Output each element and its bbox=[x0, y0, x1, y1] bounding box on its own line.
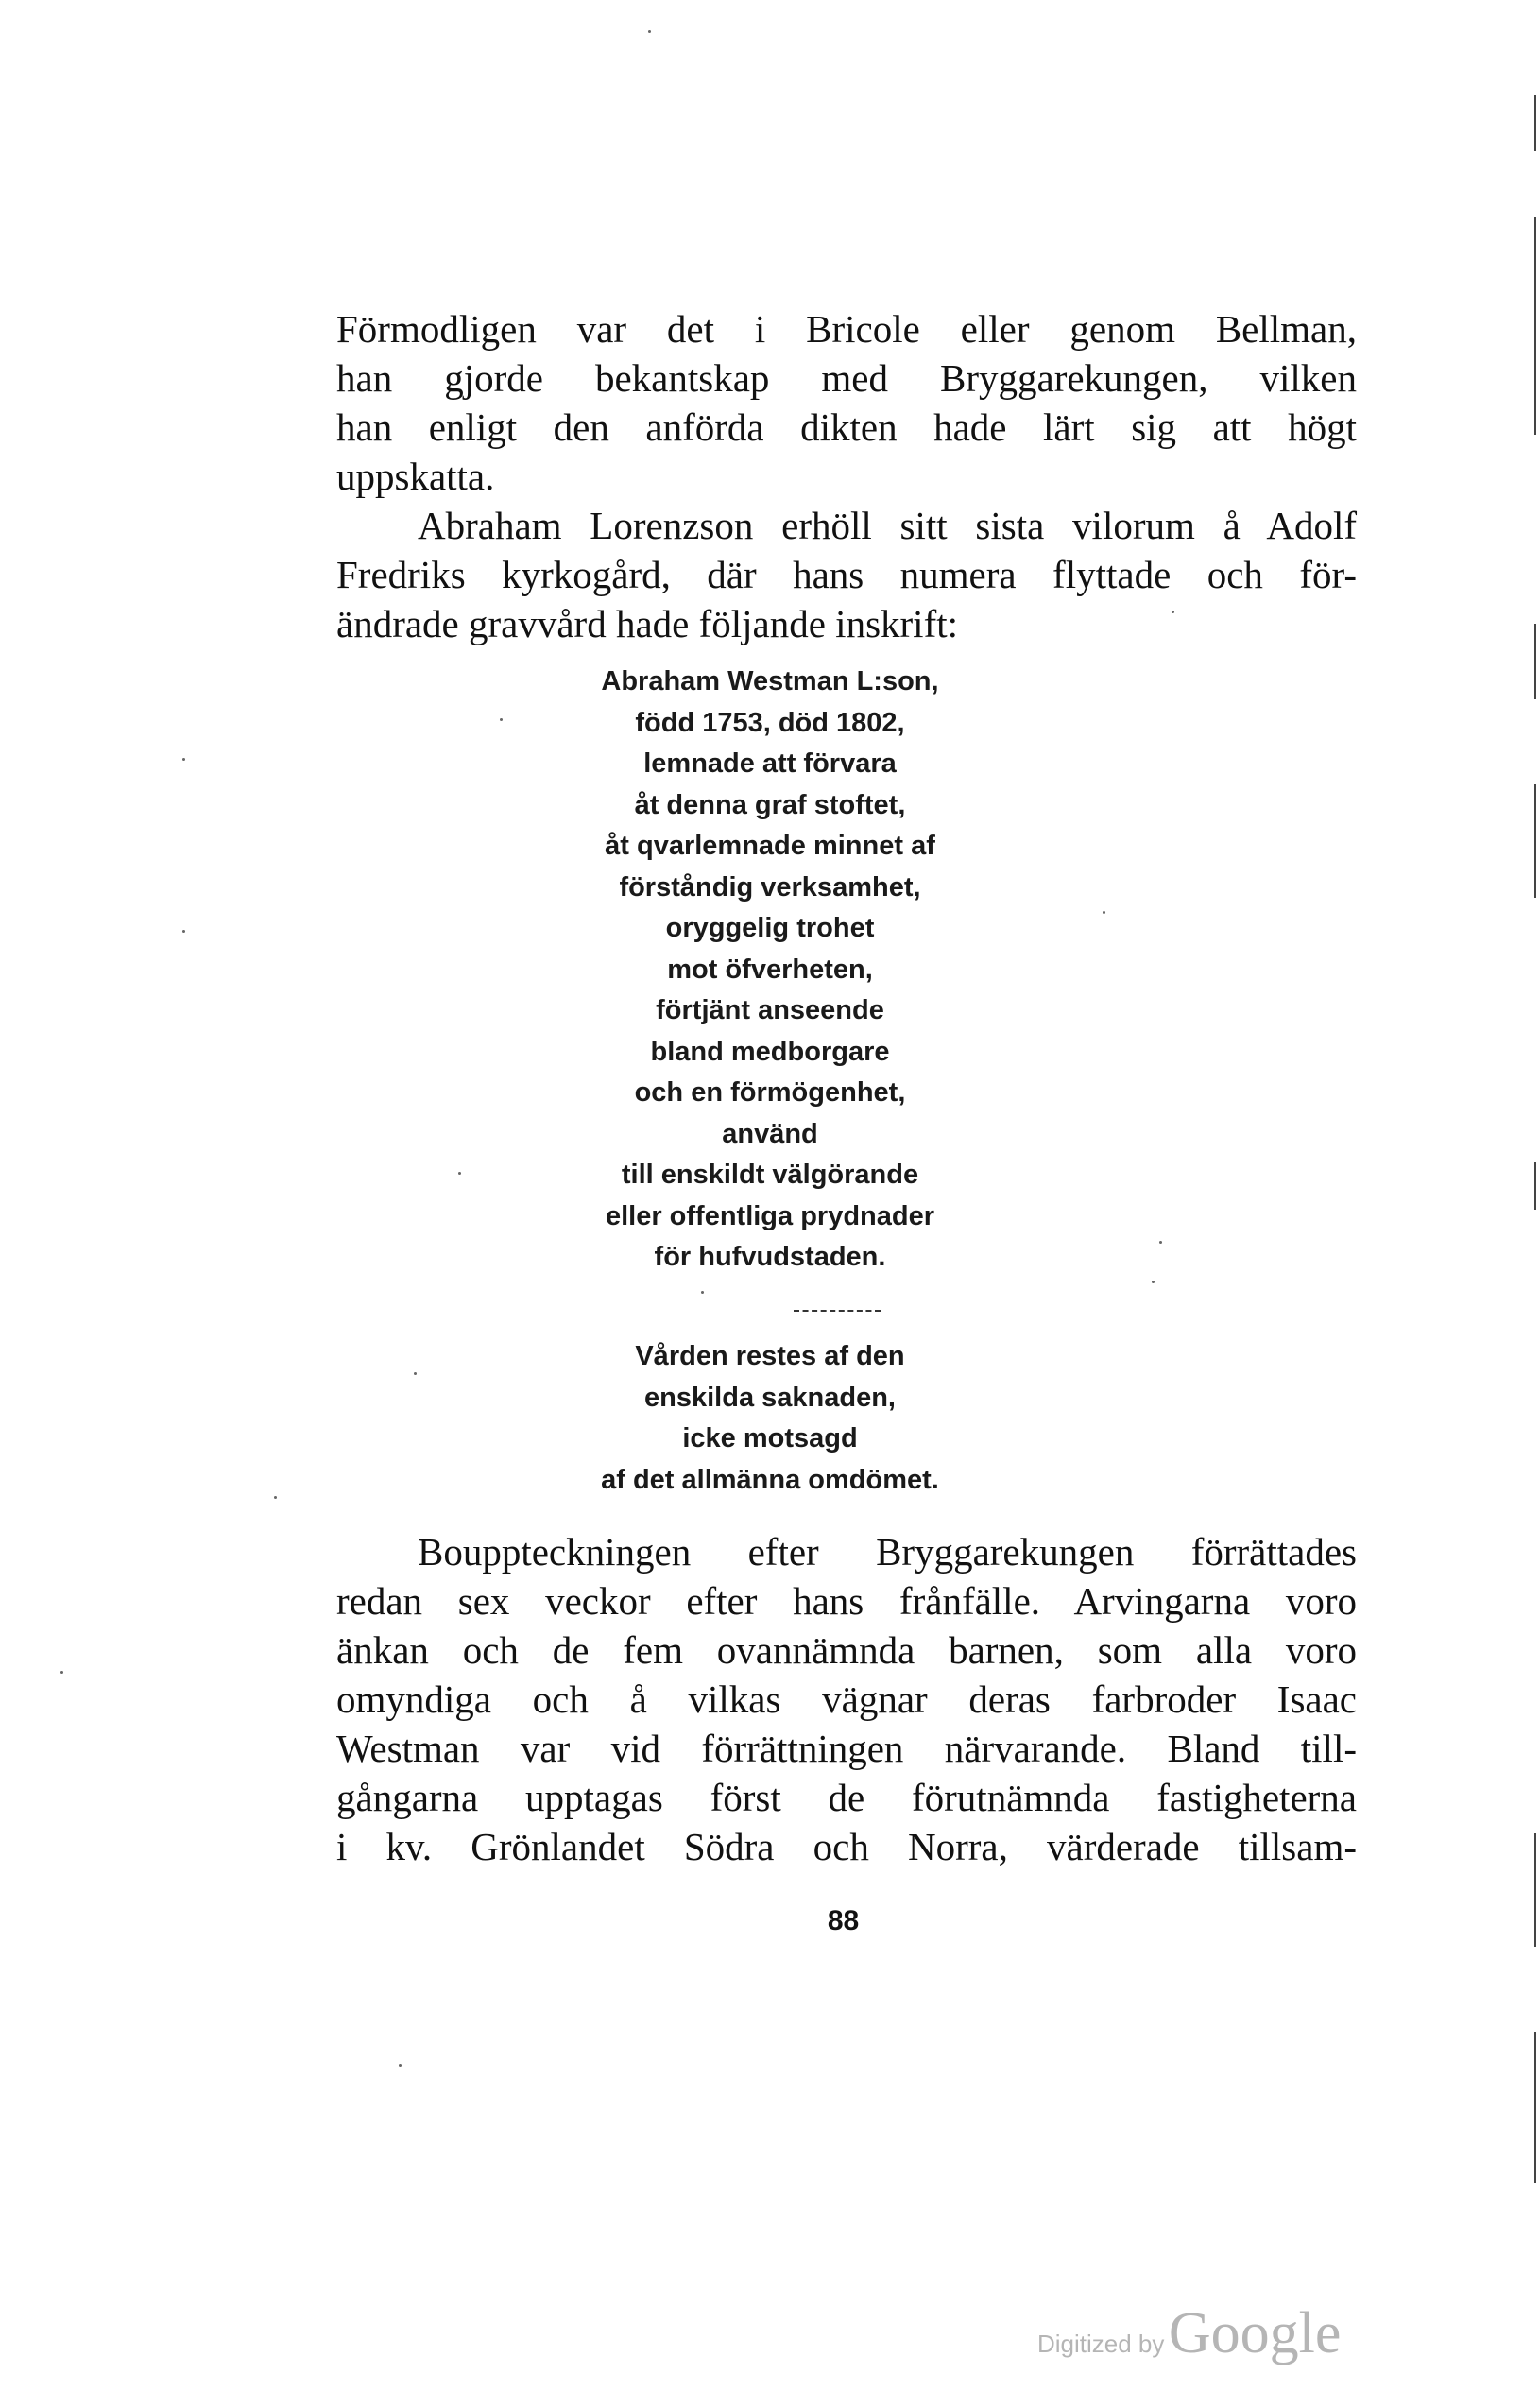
paragraph-2 bbox=[336, 501, 1357, 648]
text-line: han gjorde bekantskap med Bryggarekungen, vilken bbox=[336, 356, 1357, 400]
inscription-line: bland medborgare bbox=[650, 1036, 890, 1067]
scan-edge-line bbox=[1534, 217, 1536, 435]
text-line: redan sex veckor efter hans frånfälle. Arvingarna voro bbox=[336, 1579, 1357, 1623]
scan-speck bbox=[458, 1172, 461, 1175]
text-line: ändrade gravvård hade följande inskrift: bbox=[336, 602, 959, 645]
scan-edge-line bbox=[1534, 624, 1536, 699]
inscription-line: använd bbox=[722, 1118, 818, 1149]
scan-speck bbox=[414, 1372, 417, 1375]
scan-speck bbox=[182, 930, 185, 933]
scan-edge-line bbox=[1534, 1833, 1536, 1947]
inscription-line: oryggelig trohet bbox=[665, 913, 875, 943]
scan-speck bbox=[1172, 611, 1174, 613]
inscription-block bbox=[0, 662, 1540, 1279]
page-number: 88 bbox=[827, 1905, 860, 1936]
text-line: i kv. Grönlandet Södra och Norra, värderade tillsam- bbox=[336, 1825, 1357, 1868]
inscription-line: förståndig verksamhet, bbox=[619, 871, 921, 903]
watermark-prefix: Digitized by bbox=[1037, 2330, 1165, 2358]
paragraph-3 bbox=[336, 1527, 1357, 1871]
text-line: Westman var vid förrättningen närvarande. Bland till- bbox=[336, 1727, 1357, 1770]
inscription-line: af det allmänna omdömet. bbox=[601, 1464, 939, 1495]
section-separator bbox=[794, 1310, 881, 1312]
digitized-watermark bbox=[1037, 2300, 1341, 2367]
inscription-line: och en förmögenhet, bbox=[634, 1077, 906, 1108]
scan-edge-line bbox=[1534, 2032, 1536, 2183]
inscription-line: Vården restes af den bbox=[635, 1341, 905, 1371]
text-line: gångarna upptagas först de förutnämnda fastigheterna bbox=[336, 1776, 1357, 1819]
text-line: Förmodligen var det i Bricole eller genom Bellman, bbox=[336, 307, 1357, 351]
inscription-line: åt denna graf stoftet, bbox=[634, 789, 906, 820]
scan-speck bbox=[60, 1671, 63, 1674]
text-line: han enligt den anförda dikten hade lärt sig att högt bbox=[336, 405, 1357, 449]
inscription-line: förtjänt anseende bbox=[656, 995, 884, 1025]
scan-speck bbox=[1159, 1241, 1162, 1244]
inscription-line: Abraham Westman L:son, bbox=[601, 666, 939, 697]
paragraph-1 bbox=[336, 304, 1357, 501]
inscription-line: enskilda saknaden, bbox=[644, 1382, 896, 1413]
inscription-line: lemnade att förvara bbox=[643, 748, 897, 779]
inscription-line: åt qvarlemnade minnet af bbox=[605, 831, 935, 861]
scan-edge-line bbox=[1534, 784, 1536, 898]
scan-speck bbox=[648, 30, 651, 33]
text-line: änkan och de fem ovannämnda barnen, som alla voro bbox=[336, 1628, 1357, 1672]
inscription-line: mot öfverheten, bbox=[667, 954, 873, 985]
google-logo: Google bbox=[1168, 2301, 1342, 2365]
scan-speck bbox=[1152, 1281, 1155, 1283]
inscription-closing bbox=[0, 1336, 1540, 1501]
inscription-line: icke motsagd bbox=[682, 1423, 858, 1453]
text-line: Fredriks kyrkogård, där hans numera flyttade och för- bbox=[336, 553, 1357, 596]
text-line: uppskatta. bbox=[336, 455, 495, 498]
scan-speck bbox=[274, 1496, 277, 1499]
inscription-line: född 1753, död 1802, bbox=[635, 707, 905, 738]
inscription-line: till enskildt välgörande bbox=[621, 1160, 919, 1190]
scan-speck bbox=[1103, 911, 1105, 914]
scan-speck bbox=[701, 1291, 704, 1294]
text-line: omyndiga och å vilkas vägnar deras farbroder Isaac bbox=[336, 1677, 1357, 1721]
scan-speck bbox=[500, 718, 503, 721]
scan-speck bbox=[399, 2064, 402, 2067]
inscription-line: eller offentliga prydnader bbox=[605, 1200, 935, 1231]
inscription-line: för hufvudstaden. bbox=[654, 1242, 886, 1272]
scan-speck bbox=[182, 758, 185, 761]
text-line: Bouppteckningen efter Bryggarekungen förrättades bbox=[418, 1530, 1357, 1574]
text-line: Abraham Lorenzson erhöll sitt sista vilorum å Adolf bbox=[418, 504, 1357, 547]
scan-edge-line bbox=[1534, 95, 1536, 151]
scan-edge-line bbox=[1534, 1162, 1536, 1210]
